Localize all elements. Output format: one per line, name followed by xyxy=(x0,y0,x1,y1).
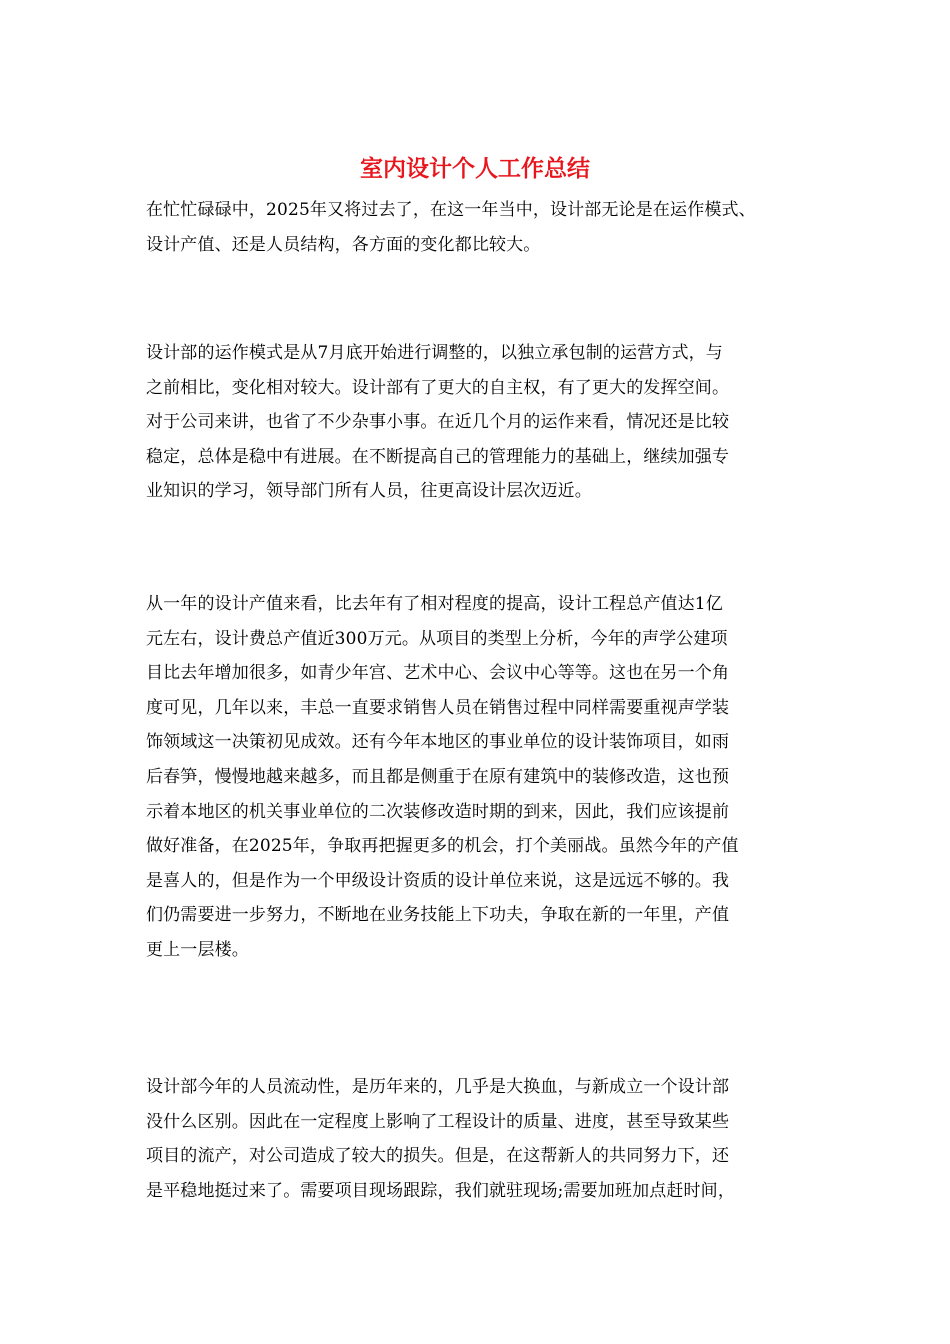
paragraph-line: 业知识的学习，领导部门所有人员，往更高设计层次迈近。 xyxy=(146,481,592,502)
paragraph-line: 元左右，设计费总产值近300万元。从项目的类型上分析，今年的声学公建项 xyxy=(146,628,728,649)
paragraph-line: 饰领域这一决策初见成效。还有今年本地区的事业单位的设计装饰项目，如雨 xyxy=(146,732,730,753)
paragraph-line: 从一年的设计产值来看，比去年有了相对程度的提高，设计工程总产值达1亿 xyxy=(146,594,723,614)
paragraph-line: 是喜人的，但是作为一个甲级设计资质的设计单位来说，这是远远不够的。我 xyxy=(146,870,730,891)
paragraph-line: 是平稳地挺过来了。需要项目现场跟踪，我们就驻现场;需要加班加点赶时间， xyxy=(146,1180,735,1201)
paragraph-line: 在忙忙碌碌中，2025年又将过去了，在这一年当中，设计部无论是在运作模式、 xyxy=(146,200,756,220)
paragraph-staff-turnover xyxy=(146,1070,818,1208)
paragraph-operation-mode xyxy=(146,336,818,509)
paragraph-design-output xyxy=(146,587,818,968)
paragraph-line: 度可见，几年以来，丰总一直要求销售人员在销售过程中同样需要重视声学装 xyxy=(146,697,730,718)
document-title: 室内设计个人工作总结 xyxy=(360,155,590,182)
paragraph-line: 设计产值、还是人员结构，各方面的变化都比较大。 xyxy=(146,234,541,255)
paragraph-line: 们仍需要进一步努力，不断地在业务技能上下功夫，争取在新的一年里，产值 xyxy=(146,905,730,926)
paragraph-line: 项目的流产，对公司造成了较大的损失。但是，在这帮新人的共同努力下，还 xyxy=(146,1146,730,1167)
paragraph-line: 没什么区别。因此在一定程度上影响了工程设计的质量、进度，甚至导致某些 xyxy=(146,1111,730,1132)
paragraph-intro xyxy=(146,193,818,262)
paragraph-line: 设计部今年的人员流动性，是历年来的，几乎是大换血，与新成立一个设计部 xyxy=(146,1077,730,1097)
paragraph-line: 做好准备，在2025年，争取再把握更多的机会，打个美丽战。虽然今年的产值 xyxy=(146,836,739,857)
paragraph-line: 更上一层楼。 xyxy=(146,939,249,960)
paragraph-line: 示着本地区的机关事业单位的二次装修改造时期的到来，因此，我们应该提前 xyxy=(146,801,730,822)
paragraph-line: 设计部的运作模式是从7月底开始进行调整的，以独立承包制的运营方式，与 xyxy=(146,343,723,363)
paragraph-line: 对于公司来讲，也省了不少杂事小事。在近几个月的运作来看，情况还是比较 xyxy=(146,412,730,433)
paragraph-line: 后春笋，慢慢地越来越多，而且都是侧重于在原有建筑中的装修改造，这也预 xyxy=(146,766,730,787)
paragraph-line: 目比去年增加很多，如青少年宫、艺术中心、会议中心等等。这也在另一个角 xyxy=(146,663,730,684)
paragraph-line: 稳定，总体是稳中有进展。在不断提高自己的管理能力的基础上，继续加强专 xyxy=(146,446,730,467)
paragraph-line: 之前相比，变化相对较大。设计部有了更大的自主权，有了更大的发挥空间。 xyxy=(146,377,730,398)
